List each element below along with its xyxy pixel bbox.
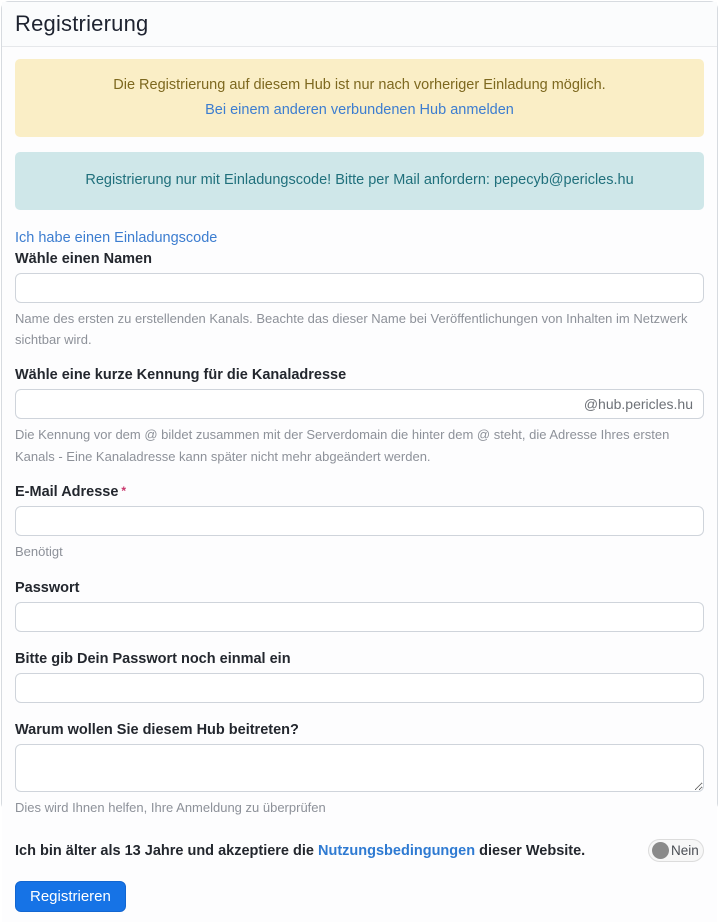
warning-alert-text: Die Registrierung auf diesem Hub ist nur nach vorheriger Einladung möglich. bbox=[113, 77, 606, 93]
tos-statement: Ich bin älter als 13 Jahre und akzeptiere die Nutzungsbedingungen dieser Website. bbox=[15, 842, 586, 859]
info-alert-text: Registrierung nur mit Einladungscode! Bitte per Mail anfordern: pepecyb@pericles.hu bbox=[85, 172, 634, 189]
page-title: Registrierung bbox=[15, 11, 149, 36]
card-header bbox=[2, 2, 717, 47]
invitation-warning-alert bbox=[15, 59, 704, 137]
toggle-knob-icon bbox=[652, 842, 669, 859]
nickname-input[interactable] bbox=[15, 389, 704, 419]
nickname-field-group bbox=[15, 367, 704, 467]
password-confirm-input[interactable] bbox=[15, 673, 704, 703]
reason-field-group bbox=[15, 722, 704, 818]
reason-help-text: Dies wird Ihnen helfen, Ihre Anmeldung zu überprüfen bbox=[15, 799, 326, 815]
name-field-group bbox=[15, 251, 704, 351]
password-label: Passwort bbox=[15, 579, 80, 596]
reason-textarea[interactable] bbox=[15, 744, 704, 792]
tos-row bbox=[15, 839, 704, 862]
password-input[interactable] bbox=[15, 602, 704, 632]
tos-accept-toggle[interactable] bbox=[648, 839, 704, 862]
email-input[interactable] bbox=[15, 506, 704, 536]
nickname-label: Wähle eine kurze Kennung für die Kanaladresse bbox=[15, 367, 347, 384]
toggle-state-label: Nein bbox=[671, 843, 699, 859]
register-submit-button[interactable]: Registrieren bbox=[15, 881, 126, 912]
invite-code-info-alert bbox=[15, 152, 704, 209]
nickname-domain-suffix: @hub.pericles.hu bbox=[583, 396, 693, 413]
other-hub-login-link[interactable]: Bei einem anderen verbundenen Hub anmelden bbox=[205, 102, 514, 119]
have-invite-code-link[interactable]: Ich habe einen Einladungscode bbox=[15, 229, 218, 246]
name-help-text: Name des ersten zu erstellenden Kanals. Beachte das dieser Name bei Veröffentlichungen von Inhalten im Netzwerk sichtbar wird. bbox=[15, 310, 688, 347]
password-confirm-label: Bitte gib Dein Passwort noch einmal ein bbox=[15, 650, 291, 667]
reason-label: Warum wollen Sie diesem Hub beitreten? bbox=[15, 721, 299, 738]
required-asterisk: * bbox=[121, 484, 127, 499]
password-field-group bbox=[15, 580, 704, 632]
name-input[interactable] bbox=[15, 273, 704, 303]
name-label: Wähle einen Namen bbox=[15, 250, 152, 267]
email-field-group bbox=[15, 484, 704, 562]
registration-form bbox=[2, 47, 717, 922]
email-label: E-Mail Adresse * bbox=[15, 484, 127, 501]
password-confirm-field-group bbox=[15, 651, 704, 703]
registration-card bbox=[1, 1, 718, 906]
nickname-help-text: Die Kennung vor dem @ bildet zusammen mit der Serverdomain die hinter dem @ steht, die Adresse Ihres ersten Kanals - Eine Kanaladresse kann später nicht mehr abgeändert werden. bbox=[15, 427, 670, 464]
terms-of-service-link[interactable]: Nutzungsbedingungen bbox=[318, 842, 476, 859]
email-help-text: Benötigt bbox=[15, 544, 63, 560]
